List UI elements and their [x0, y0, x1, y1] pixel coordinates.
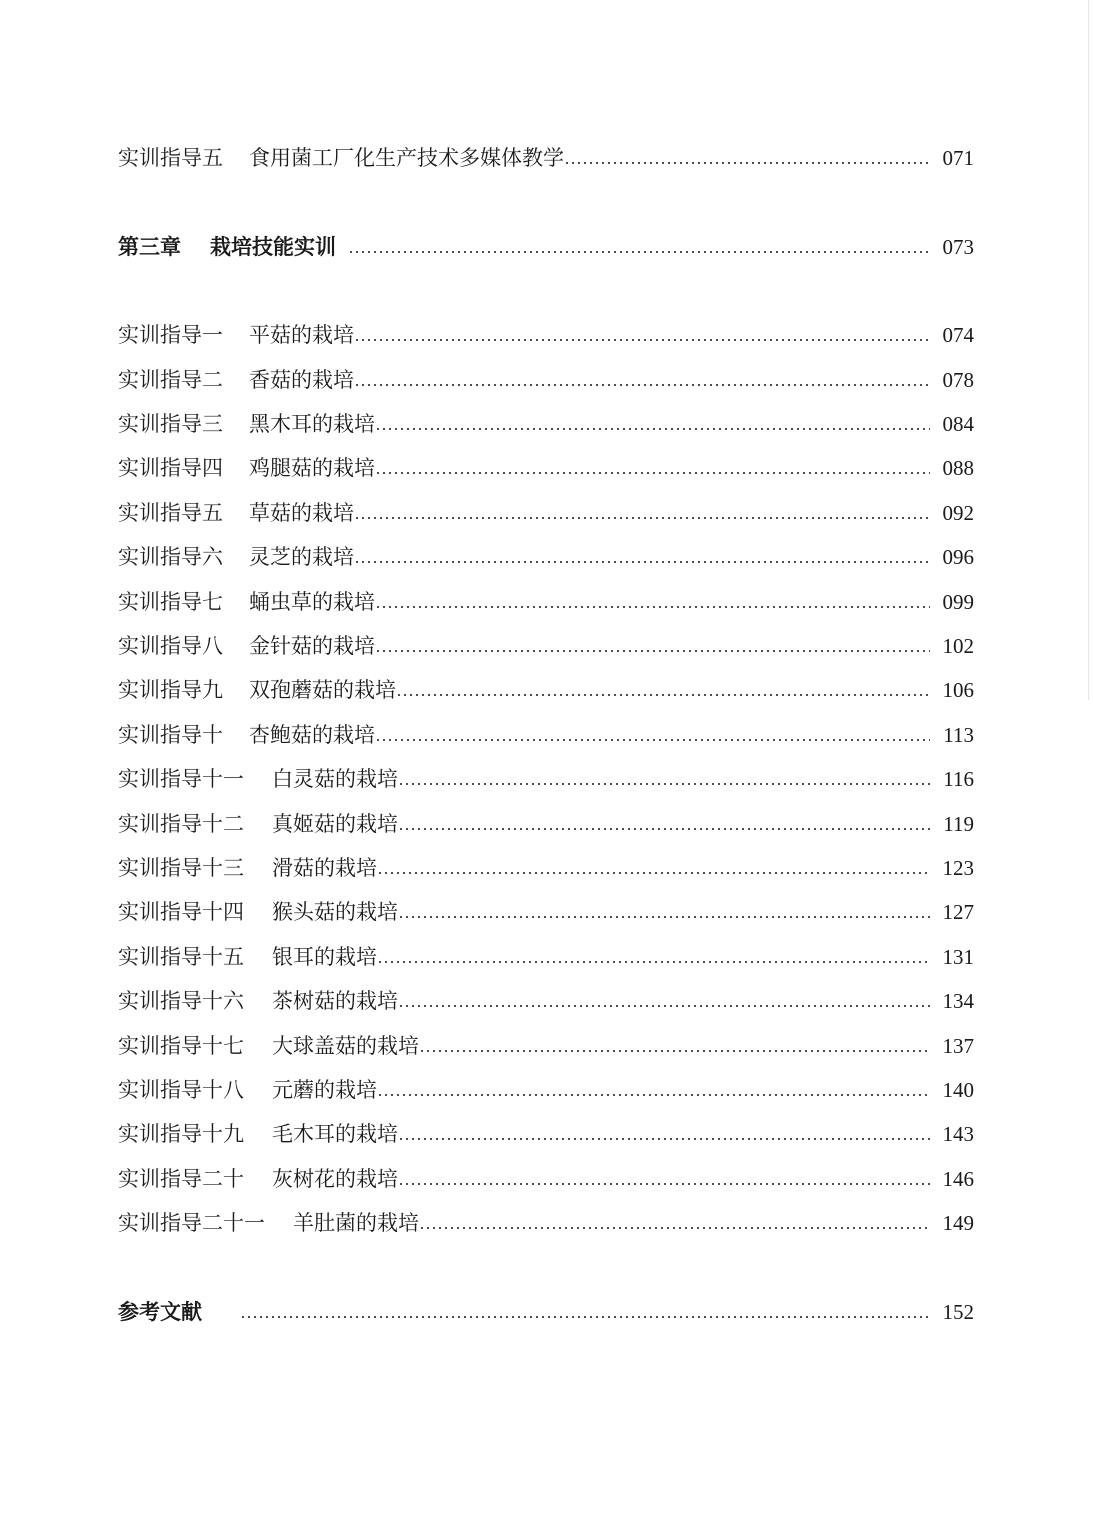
- references-page: 152: [942, 1300, 974, 1324]
- toc-entry[interactable]: [118, 1208, 974, 1238]
- toc-entry-title: 灰树花的栽培: [272, 1167, 398, 1191]
- toc-entry-label: 实训指导九: [118, 678, 223, 702]
- toc-entry-page: 116: [943, 767, 974, 791]
- dot-leader: [375, 631, 930, 661]
- dot-leader: [398, 897, 930, 927]
- chapter-title: 栽培技能实训: [210, 234, 336, 259]
- toc-entry-page: 143: [942, 1122, 974, 1146]
- toc-entry-label: 实训指导十五: [118, 945, 244, 969]
- dot-leader: [375, 587, 930, 617]
- toc-entry-label: 实训指导十二: [118, 812, 244, 836]
- toc-entry-title: 金针菇的栽培: [249, 634, 375, 658]
- toc-entry-title: 双孢蘑菇的栽培: [249, 678, 396, 702]
- toc-entry-label: 实训指导十六: [118, 989, 244, 1013]
- dot-leader: [396, 675, 930, 705]
- references-label: 参考文献: [118, 1299, 202, 1324]
- toc-entry-label: 实训指导二: [118, 368, 223, 392]
- dot-leader: [375, 453, 930, 483]
- toc-entry-title: 蛹虫草的栽培: [249, 590, 375, 614]
- dot-leader: [398, 764, 930, 794]
- toc-entry-title: 平菇的栽培: [249, 323, 354, 347]
- toc-entry-title: 元蘑的栽培: [272, 1078, 377, 1102]
- toc-entry[interactable]: [118, 720, 974, 750]
- dot-leader: [354, 320, 930, 350]
- toc-entry[interactable]: [118, 853, 974, 883]
- dot-leader: [419, 1031, 930, 1061]
- toc-entry[interactable]: [118, 675, 974, 705]
- dot-leader: [375, 720, 930, 750]
- toc-entry-label: 实训指导五: [118, 146, 223, 170]
- toc-entry-title: 茶树菇的栽培: [272, 989, 398, 1013]
- dot-leader: [398, 1164, 930, 1194]
- toc-entry[interactable]: [118, 365, 974, 395]
- toc-entry-label: 实训指导十三: [118, 856, 244, 880]
- toc-entry-title: 银耳的栽培: [272, 945, 377, 969]
- toc-entry-page: 149: [942, 1211, 974, 1235]
- toc-entry-title: 香菇的栽培: [249, 368, 354, 392]
- dot-leader: [564, 143, 930, 173]
- toc-entry[interactable]: [118, 498, 974, 528]
- toc-entry-title: 羊肚菌的栽培: [293, 1211, 419, 1235]
- dot-leader: [377, 853, 930, 883]
- toc-entry-label: 实训指导四: [118, 456, 223, 480]
- toc-entry[interactable]: [118, 631, 974, 661]
- references-entry[interactable]: [118, 1297, 974, 1327]
- toc-entry-label: 实训指导一: [118, 323, 223, 347]
- toc-entry-label: 实训指导八: [118, 634, 223, 658]
- toc-entry-title: 鸡腿菇的栽培: [249, 456, 375, 480]
- dot-leader: [354, 542, 930, 572]
- toc-entry-page: 071: [942, 146, 974, 170]
- dot-leader: [377, 942, 930, 972]
- toc-entry[interactable]: [118, 986, 974, 1016]
- toc-entry-label: 实训指导二十一: [118, 1211, 265, 1235]
- toc-entry-title: 毛木耳的栽培: [272, 1122, 398, 1146]
- toc-entry[interactable]: [118, 587, 974, 617]
- toc-entry-label: 实训指导六: [118, 545, 223, 569]
- toc-entry-page: 092: [942, 501, 974, 525]
- toc-entry-page: 119: [943, 812, 974, 836]
- toc-entry[interactable]: [118, 320, 974, 350]
- toc-entry-title: 猴头菇的栽培: [272, 900, 398, 924]
- dot-leader: [354, 365, 930, 395]
- toc-entry-page: 096: [942, 545, 974, 569]
- toc-entry-page: 102: [942, 634, 974, 658]
- toc-entry-label: 实训指导二十: [118, 1167, 244, 1191]
- toc-entry-label: 实训指导十四: [118, 900, 244, 924]
- toc-entry[interactable]: [118, 1031, 974, 1061]
- toc-entry-page: 131: [942, 945, 974, 969]
- toc-entry[interactable]: [118, 809, 974, 839]
- toc-entry-title: 白灵菇的栽培: [272, 767, 398, 791]
- toc-entry[interactable]: [118, 897, 974, 927]
- toc-entry-page: 099: [942, 590, 974, 614]
- toc-entry-label: 实训指导五: [118, 501, 223, 525]
- toc-entry-label: 实训指导十九: [118, 1122, 244, 1146]
- dot-leader: [240, 1297, 930, 1327]
- chapter-page: 073: [942, 235, 974, 259]
- toc-entry-title: 大球盖菇的栽培: [272, 1034, 419, 1058]
- toc-entry-title: 杏鲍菇的栽培: [249, 723, 375, 747]
- toc-entry[interactable]: [118, 453, 974, 483]
- toc-entry[interactable]: [118, 143, 974, 173]
- dot-leader: [348, 232, 930, 262]
- toc-entry-title: 滑菇的栽培: [272, 856, 377, 880]
- toc-entry-page: 127: [942, 900, 974, 924]
- chapter-label: 第三章: [118, 234, 181, 259]
- dot-leader: [398, 809, 930, 839]
- toc-entry[interactable]: [118, 1119, 974, 1149]
- dot-leader: [377, 1075, 930, 1105]
- toc-entry-title: 黑木耳的栽培: [249, 412, 375, 436]
- toc-entry[interactable]: [118, 942, 974, 972]
- toc-entry-page: 078: [942, 368, 974, 392]
- toc-entry-page: 088: [942, 456, 974, 480]
- toc-entry-page: 123: [942, 856, 974, 880]
- dot-leader: [354, 498, 930, 528]
- dot-leader: [398, 986, 930, 1016]
- toc-entry-title: 草菇的栽培: [249, 501, 354, 525]
- toc-entry-page: 074: [942, 323, 974, 347]
- toc-entry-label: 实训指导十: [118, 723, 223, 747]
- toc-entry-label: 实训指导三: [118, 412, 223, 436]
- toc-entry-page: 137: [942, 1034, 974, 1058]
- toc-entry-title: 真姬菇的栽培: [272, 812, 398, 836]
- toc-entry-page: 113: [943, 723, 974, 747]
- toc-entry-page: 084: [942, 412, 974, 436]
- toc-entry[interactable]: [118, 542, 974, 572]
- toc-entry-page: 106: [942, 678, 974, 702]
- toc-entry-label: 实训指导七: [118, 590, 223, 614]
- toc-entry[interactable]: [118, 409, 974, 439]
- toc-entry[interactable]: [118, 1075, 974, 1105]
- toc-entry-title: 灵芝的栽培: [249, 545, 354, 569]
- toc-entry-page: 146: [942, 1167, 974, 1191]
- toc-entry-label: 实训指导十七: [118, 1034, 244, 1058]
- dot-leader: [375, 409, 930, 439]
- toc-entry-page: 134: [942, 989, 974, 1013]
- page-edge-divider: [1088, 0, 1089, 700]
- chapter-heading[interactable]: [118, 232, 974, 262]
- dot-leader: [398, 1119, 930, 1149]
- toc-entry-label: 实训指导十八: [118, 1078, 244, 1102]
- dot-leader: [419, 1208, 930, 1238]
- toc-entry-page: 140: [942, 1078, 974, 1102]
- toc-entry[interactable]: [118, 764, 974, 794]
- toc-entry[interactable]: [118, 1164, 974, 1194]
- toc-entry-title: 食用菌工厂化生产技术多媒体教学: [249, 146, 564, 170]
- toc-entry-label: 实训指导十一: [118, 767, 244, 791]
